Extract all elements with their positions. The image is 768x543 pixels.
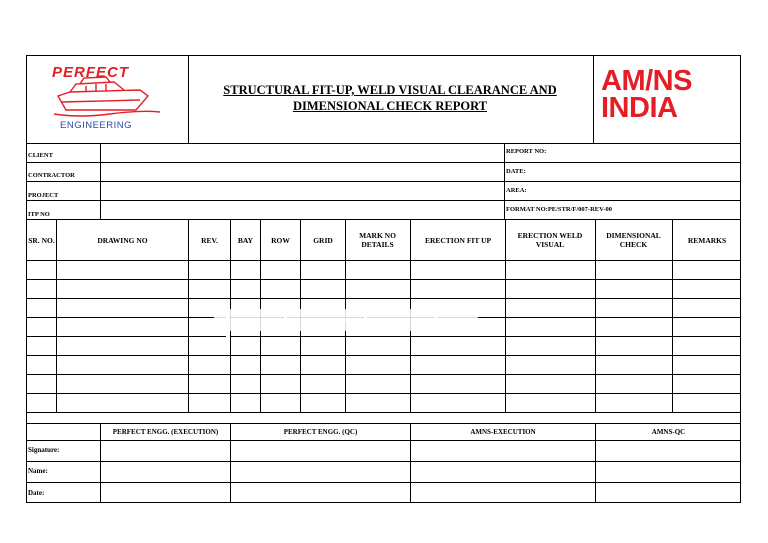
- table-row: [26, 393, 741, 394]
- table-row: [26, 412, 741, 413]
- itp-no-label: ITP NO: [28, 211, 50, 218]
- divider: [26, 219, 741, 220]
- col-header-sr-no: SR. NO.: [28, 235, 55, 245]
- col-header-row: ROW: [271, 235, 290, 245]
- col-header-bay: BAY: [237, 235, 254, 245]
- divider: [504, 143, 505, 220]
- report-no-label: REPORT NO:: [506, 148, 547, 155]
- area-label: AREA:: [506, 187, 527, 194]
- table-row: [26, 279, 741, 280]
- signoff-header-perfect-execution: PERFECT ENGG. (EXECUTION): [112, 428, 219, 436]
- client-logo: [601, 65, 692, 124]
- col-header-dimensional-check: DIMENSIONAL CHECK: [606, 231, 661, 249]
- divider: [26, 162, 741, 163]
- signature-label: Signature:: [28, 446, 60, 454]
- divider: [26, 260, 741, 261]
- title-line-2: DIMENSIONAL CHECK REPORT: [292, 99, 488, 113]
- signoff-header-perfect-qc: PERFECT ENGG. (QC): [283, 428, 358, 436]
- divider: [188, 55, 189, 144]
- signoff-header-amns-execution: AMNS-EXECUTION: [470, 428, 536, 436]
- watermark: [214, 303, 478, 337]
- logo-brand-text: PERFECT: [52, 64, 130, 81]
- table-row: [26, 374, 741, 375]
- name-label: Name:: [28, 467, 48, 475]
- col-header-remarks: REMARKS: [687, 235, 727, 245]
- divider: [100, 143, 101, 220]
- logo-sub-text: ENGINEERING: [60, 120, 133, 131]
- divider: [26, 181, 741, 182]
- col-header-grid: GRID: [313, 235, 333, 245]
- divider: [26, 200, 741, 201]
- col-header-erection-fit-up: ERECTION FIT UP: [424, 235, 492, 245]
- divider: [595, 219, 596, 413]
- divider: [26, 482, 741, 483]
- col-header-drawing-no: DRAWING NO: [97, 235, 148, 245]
- contractor-label: CONTRACTOR: [28, 172, 75, 179]
- title-line-1: STRUCTURAL FIT-UP, WELD VISUAL CLEARANCE AND: [223, 83, 557, 97]
- col-header-rev: REV.: [201, 235, 218, 245]
- project-label: PROJECT: [28, 192, 59, 199]
- client-logo-line-1: AM/NS: [601, 65, 692, 97]
- format-no-label: FORMAT NO:PE/STR/F/007-REV-00: [506, 206, 612, 213]
- divider: [593, 55, 594, 144]
- divider: [505, 219, 506, 413]
- divider: [26, 461, 741, 462]
- company-logo: [40, 62, 170, 134]
- col-header-erection-weld-visual: ERECTION WELD VISUAL: [517, 231, 583, 249]
- client-label: CLIENT: [28, 152, 53, 159]
- date-label: DATE:: [506, 168, 526, 175]
- divider: [26, 143, 741, 144]
- date-row-label: Date:: [28, 489, 45, 497]
- signoff-header-amns-qc: AMNS-QC: [651, 428, 686, 436]
- table-row: [26, 355, 741, 356]
- col-header-mark-no-details: MARK NO DETAILS: [359, 231, 396, 249]
- divider: [26, 440, 741, 441]
- report-title: [190, 82, 590, 114]
- client-logo-line-2: INDIA: [601, 92, 678, 124]
- table-row: [26, 298, 741, 299]
